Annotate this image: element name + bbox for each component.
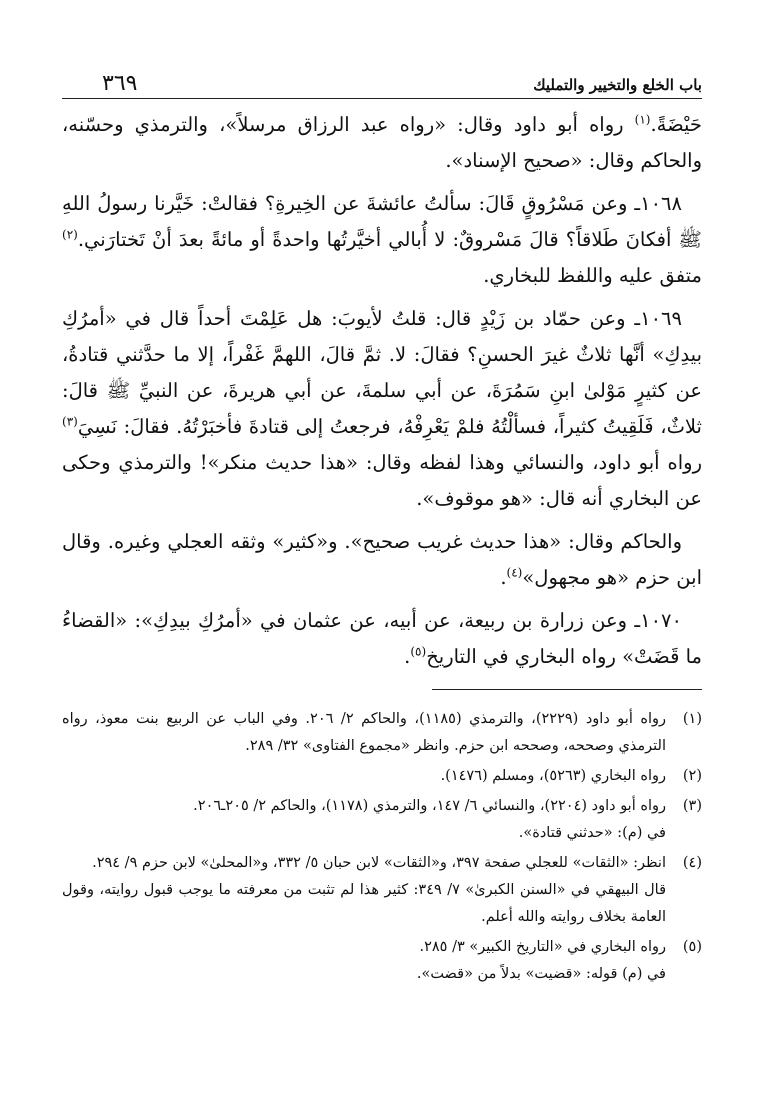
footnote-number: (٣) [682, 798, 702, 814]
footnote-1 [62, 706, 702, 760]
hadith-1070-text: ١٠٧٠ـ وعن زرارة بن ربيعة، عن أبيه، عن عثمان في «أمرُكِ بيدِكِ»: «القضاءُ ما قَضَتْ» رواه البخاري في التاريخ [62, 609, 702, 668]
footnote-line: في (م): «حدثني قتادة». [518, 825, 666, 841]
footnote-text [62, 706, 666, 760]
footnote-3 [62, 793, 702, 847]
footnote-line: رواه أبو داود (٢٢٢٩)، والترمذي (١١٨٥)، والحاكم ٢/ ٢٠٦. وفي الباب عن الربيع بنت معوذ، رواه الترمذي وصححه، وصححه ابن حزم. وانظر «مجموع الفتاوى» ٣٢/ ٢٨٩. [62, 711, 666, 754]
hadith-1068 [62, 186, 702, 294]
footnote-line: رواه أبو داود (٢٢٠٤)، والنسائي ٦/ ١٤٧، والترمذي (١١٧٨)، والحاكم ٢/ ٢٠٥ـ٢٠٦. [193, 798, 666, 814]
footnote-line: انظر: «الثقات» للعجلي صفحة ٣٩٧، و«الثقات» لابن حبان ٥/ ٣٣٢، و«المحلىٰ» لابن حزم ٩/ ٢٩٤. [92, 855, 666, 871]
main-text [62, 107, 702, 675]
footnote-ref-4[interactable]: (٤) [506, 565, 523, 580]
footnote-line: رواه البخاري (٥٢٦٣)، ومسلم (١٤٧٦). [440, 768, 666, 784]
page-number: ٣٦٩ [102, 71, 138, 96]
hadith-1070-end: . [404, 645, 411, 668]
footnote-text [62, 934, 666, 988]
footnote-ref-1[interactable]: (١) [634, 112, 651, 127]
footnote-line: في (م) قوله: «قضيت» بدلاً من «قضت». [416, 966, 666, 982]
footnote-ref-5[interactable]: (٥) [410, 644, 427, 659]
footnote-4 [62, 850, 702, 931]
footnote-5 [62, 934, 702, 988]
footnote-ref-2[interactable]: (٢) [62, 227, 78, 242]
hadith-1068-source: متفق عليه واللفظ للبخاري. [483, 264, 702, 287]
book-page [62, 58, 702, 991]
hadith-1069-text: ١٠٦٩ـ وعن حمّاد بن زَيْدٍ قال: قلتُ لأيوبَ: هل عَلِمْتَ أحداً قال في «أمرُكِ بيدِكِ» أنَّها ثلاثٌ غيرَ الحسنِ؟ فقالَ: لا. ثمَّ قالَ، اللهمَّ غَفْراً، إلا ما حدَّثني قتادةُ، عن كثيرٍ مَوْلىٰ ابنِ سَمُرَةَ، عن أبي سلمةَ، عن أبي هريرةَ، عن النبيِّ ﷺ قالَ: ثلاثٌ، فَلَقِيتُ كثيراً، فسألْتُهُ فلمْ يَعْرِفْهُ، فرجعتُ إلى قتادةَ فأخبَرْتُهُ. فقالَ: نَسِيَ [62, 307, 702, 438]
footnote-2 [62, 763, 702, 790]
paragraph-hakim-end: . [500, 566, 507, 589]
footnote-ref-3[interactable]: (٣) [62, 414, 78, 429]
footnote-text [62, 763, 666, 790]
footnote-separator [432, 689, 702, 690]
hadith-1070 [62, 603, 702, 675]
footnote-number: (١) [682, 711, 702, 727]
running-header [62, 58, 702, 99]
footnote-text [62, 850, 666, 931]
footnote-line: رواه البخاري في «التاريخ الكبير» ٣/ ٢٨٥. [419, 939, 666, 955]
paragraph-hakim [62, 524, 702, 596]
footnotes [62, 706, 702, 988]
footnote-number: (٥) [682, 939, 702, 955]
footnote-line: قال البيهقي في «السنن الكبرىٰ» ٧/ ٣٤٩: كثير هذا لم تثبت من معرفته ما يوجب قبول روايته، وقول العامة بخلاف روايته والله أعلم. [62, 882, 667, 925]
footnote-number: (٢) [682, 768, 702, 784]
paragraph-1 [62, 107, 702, 179]
hadith-1069 [62, 301, 702, 517]
paragraph-1-end: رواه أبو داود وقال: «رواه عبد الرزاق مرسلاً»، والترمذي وحسّنه، والحاكم وقال: «صحيح الإسناد». [62, 113, 702, 172]
footnote-text [62, 793, 666, 847]
footnote-number: (٤) [682, 855, 702, 871]
paragraph-hakim-text: والحاكم وقال: «هذا حديث غريب صحيح». و«كثير» وثقه العجلي وغيره. وقال ابن حزم «هو مجهول» [62, 530, 702, 589]
hadith-1069-source: رواه أبو داود، والنسائي وهذا لفظه وقال: «هذا حديث منكر»! والترمذي وحكى عن البخاري أنه قال: «هو موقوف». [62, 451, 702, 510]
paragraph-1-start: حَيْضَةً. [650, 113, 702, 136]
chapter-title: باب الخلع والتخيير والتمليك [533, 76, 702, 94]
hadith-1068-text: ١٠٦٨ـ وعن مَسْرُوقٍ قَالَ: سألتُ عائشةَ عن الخِيرةِ؟ فقالتْ: خَيَّرنا رسولُ اللهِ ﷺ أفكانَ طَلاقاً؟ قالَ مَسْروقٌ: لا أُبالي أخيَّرتُها واحدةً أو مائةً بعدَ أنْ تَختارَني. [62, 192, 702, 251]
